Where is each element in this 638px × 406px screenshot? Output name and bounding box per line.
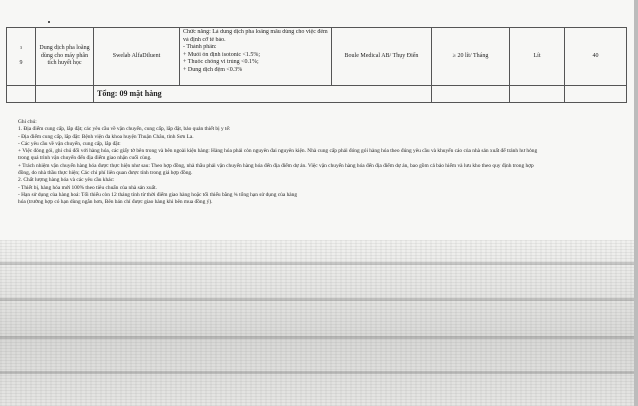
margin-mark	[48, 21, 50, 23]
spec-line: + Thuốc chống vi trùng <0.1%;	[183, 59, 259, 65]
scan-edge	[634, 0, 638, 406]
note-line: - Địa điểm cung cấp, lắp đặt: Bệnh viện đa khoa huyện Thuận Châu, tỉnh Sơn La.	[18, 133, 194, 140]
empty-cell	[36, 86, 94, 103]
item-unit: Lít	[510, 28, 565, 86]
note-line: 1. Địa điểm cung cấp, lắp đặt; các yêu cầu về vận chuyển, cung cấp, lắp đặt, bảo quản thiết bị y tế:	[18, 126, 231, 133]
scan-noise-band	[0, 371, 638, 374]
item-number-cell	[7, 28, 36, 86]
empty-cell	[510, 86, 565, 103]
notes-heading: Ghi chú:	[18, 119, 37, 125]
scan-noise-band	[0, 262, 638, 265]
item-quantity: ≥ 20 lít/ Tháng	[432, 28, 510, 86]
table-row	[7, 28, 627, 86]
empty-cell	[7, 86, 36, 103]
note-line: trong quá trình vận chuyển đến địa điểm giao nhận cuối cùng.	[18, 155, 152, 162]
scan-noise-area	[0, 240, 638, 406]
note-line: đồng, do nhà thầu thực hiện; Các chi phí liên quan được tính trong giá hợp đồng.	[18, 170, 193, 177]
spec-line: và định cỡ tế bào.	[183, 36, 226, 43]
item-amount: 40	[565, 28, 627, 86]
note-line: 2. Chất lượng hàng hóa và các yêu cầu khác:	[18, 177, 115, 184]
scan-noise-band	[0, 336, 638, 339]
spec-line: + Dung dịch đệm <0.3%	[183, 66, 243, 73]
item-manufacturer: Boule Medical AB/ Thụy Điển	[332, 28, 432, 86]
item-name: Dung dịch pha loãng dùng cho máy phân tích huyết học	[36, 28, 94, 86]
note-line: - Hạn sử dụng của hàng hoá: Tối thiểu còn 12 tháng tính từ thời điểm giao hàng hoặc tối thiểu bằng ¾ tổng hạn sử dụng của hàng	[18, 191, 298, 198]
item-specs	[180, 28, 332, 86]
spec-line: - Thành phần:	[183, 44, 217, 50]
note-line: - Các yêu cầu về vận chuyển, cung cấp, lắp đặt:	[18, 140, 121, 147]
item-number: 9	[19, 60, 23, 67]
note-line: hóa (trường hợp có hạn dùng ngắn hơn, Bên bán chỉ được giao hàng khi bên mua đồng ý).	[18, 199, 213, 206]
spec-line: + Muối ổn định isotonic <1.5%;	[183, 51, 261, 58]
total-row	[7, 86, 627, 103]
total-label: Tổng: 09 mặt hàng	[94, 86, 432, 103]
item-brand: Swelab AlfaDiluent	[94, 28, 180, 86]
item-number-top: 3	[20, 45, 22, 51]
spec-line: Chức năng: Là dung dịch pha loãng mẫu dùng cho việc đếm	[183, 29, 328, 35]
note-line: + Việc đóng gói, ghi chú đối với hàng hóa, các giấy tờ bên trong và bên ngoài kiện hàng: Hàng hóa phải còn nguyên đai nguyên kiện. Nhà cung cấp phải đóng gói hàng hóa theo đúng yêu cầu và khuyến cáo của nhà sản xuất để tránh hư hỏng	[18, 148, 538, 155]
item-table	[6, 27, 627, 103]
notes-section	[18, 119, 623, 207]
note-line: + Trách nhiệm vận chuyển hàng hóa được thực hiện như sau: Theo hợp đồng, nhà thầu phải vận chuyển hàng hóa đến địa điểm dự án. Việc vận chuyển hàng hóa đến địa điểm dự án, bao gồm cả bảo hiểm và lưu kho theo quy định trong hợp	[18, 162, 534, 169]
empty-cell	[432, 86, 510, 103]
note-line: - Thiết bị, hàng hóa mới 100% theo tiêu chuẩn của nhà sản xuất.	[18, 184, 157, 191]
empty-cell	[565, 86, 627, 103]
scan-noise-band	[0, 298, 638, 301]
